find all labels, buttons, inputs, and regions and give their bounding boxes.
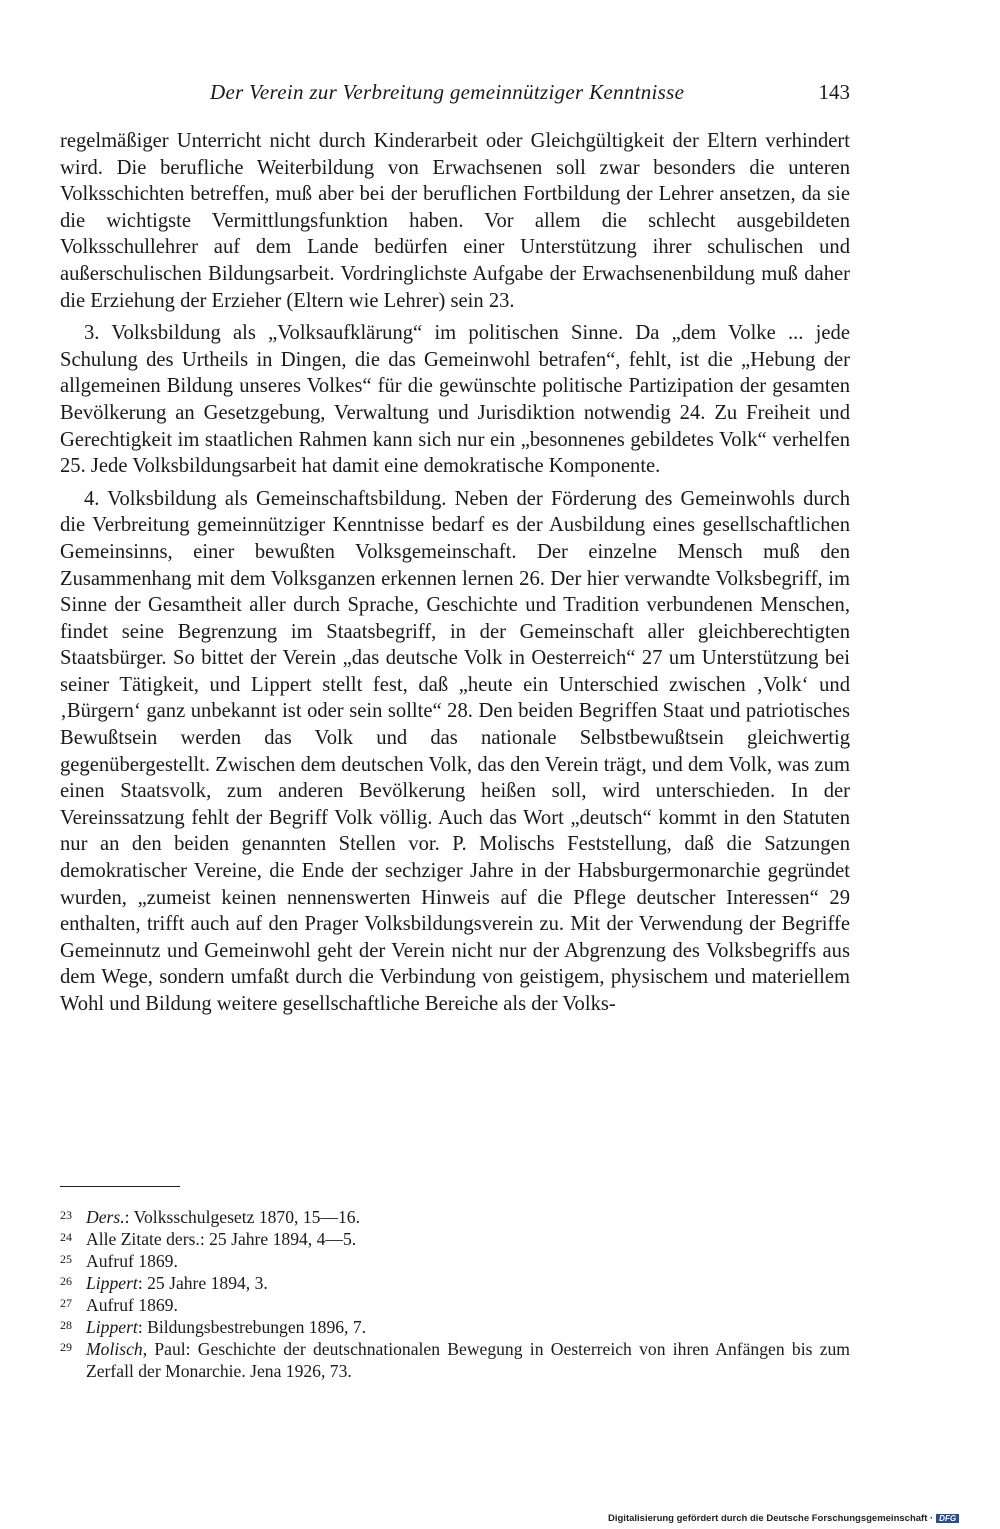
footnote-text: [86, 1316, 850, 1338]
footnote-text: [86, 1272, 850, 1294]
footnote-body: : Volksschulgesetz 1870, 15—16.: [124, 1207, 361, 1227]
footnote-body: Aufruf 1869.: [86, 1295, 178, 1315]
footnote-number: 26: [60, 1274, 72, 1288]
main-text: [60, 128, 850, 1018]
footnote-text: [86, 1228, 850, 1250]
footnote-number: 28: [60, 1318, 72, 1332]
footnote-author: Lippert: [86, 1317, 138, 1337]
footnote-author: Molisch: [86, 1339, 143, 1359]
dfg-logo: DFG: [936, 1514, 959, 1523]
running-header: [60, 80, 850, 114]
paragraph-3: 4. Volksbildung als Gemeinschaftsbildung. Neben der Förderung des Gemeinwohls durch die Verbreitung gemeinnütziger Kenntnisse bedarf es der Ausbildung eines gesellschaftlichen Gemeinsinns, einer bewußten Volksgemeinschaft. Der einzelne Mensch muß den Zusammenhang mit dem Volksganzen erkennen lernen 26. Der hier verwandte Volksbegriff, im Sinne der Gesamtheit aller durch Sprache, Geschichte und Tradition verbundenen Menschen, findet seine Begrenzung im Staatsbegriff, in der Gemeinschaft aller gleichberechtigten Staatsbürger. So bittet der Verein „das deutsche Volk in Oesterreich“ 27 um Unterstützung bei seiner Tätigkeit, und Lippert stellt fest, daß „heute ein Unterschied zwischen ‚Volk‘ und ‚Bürgern‘ ganz unbekannt ist oder sein sollte“ 28. Den beiden Begriffen Staat und patriotisches Bewußtsein werden das Volk und das nationale Selbstbewußtsein gleichwertig gegenübergestellt. Zwischen dem deutschen Volk, das den Verein trägt, und dem Volk, was zum einen Staatsvolk, zum anderen Bevölkerung heißen soll, wird unterschieden. In der Vereinssatzung fehlt der Begriff Volk völlig. Auch das Wort „deutsch“ kommt in den Statuten nur an den beiden genannten Stellen vor. P. Molischs Feststellung, daß die Satzungen demokratischer Vereine, die Ende der sechziger Jahre in der Habsburgermonarchie gegründet wurden, „zumeist keinen nennenswerten Hinweis auf die Pflege deutscher Interessen“ 29 enthalten, trifft auch auf den Prager Volksbildungsverein zu. Mit der Verwendung der Begriffe Gemeinnutz und Gemeinwohl geht der Verein nicht nur der Abgrenzung des Volksbegriffs aus dem Wege, sondern umfaßt durch die Verbindung von geistigem, physischem und materiellem Wohl und Bildung weitere gesellschaftliche Bereiche als der Volks-: [60, 487, 850, 1015]
running-title: Der Verein zur Verbreitung gemeinnütziger Kenntnisse: [210, 80, 685, 104]
footnote-body: : Bildungsbestrebungen 1896, 7.: [137, 1317, 367, 1337]
footnote-author: Lippert: [86, 1273, 138, 1293]
footnote-25: [60, 1250, 850, 1272]
footnote-text: [86, 1206, 850, 1228]
footnote-28: [60, 1316, 850, 1338]
footnote-27: [60, 1294, 850, 1316]
footnote-rule: [60, 1186, 180, 1187]
footnote-number: 27: [60, 1296, 72, 1310]
footnote-author: Ders.: [86, 1207, 125, 1227]
footnote-body: : 25 Jahre 1894, 3.: [137, 1273, 268, 1293]
footnote-number: 23: [60, 1208, 72, 1222]
footnote-number: 24: [60, 1230, 72, 1244]
footnote-body: , Paul: Geschichte der deutschnationalen Bewegung in Oesterreich von ihren Anfängen bis zum Zerfall der Monarchie. Jena 1926, 73.: [86, 1339, 850, 1381]
footnote-29: [60, 1338, 850, 1382]
footnote-number: 25: [60, 1252, 72, 1266]
footnotes: [60, 1206, 850, 1382]
footnote-23: [60, 1206, 850, 1228]
footnote-26: [60, 1272, 850, 1294]
digitization-credit: [608, 1513, 959, 1524]
footnote-24: [60, 1228, 850, 1250]
footnote-text: [86, 1294, 850, 1316]
footnote-number: 29: [60, 1340, 72, 1354]
credit-text: Digitalisierung gefördert durch die Deutsche Forschungsgemeinschaft ·: [608, 1513, 934, 1524]
footnote-text: [86, 1338, 850, 1382]
footnote-body: Alle Zitate ders.: 25 Jahre 1894, 4—5.: [86, 1229, 357, 1249]
paragraph-1: regelmäßiger Unterricht nicht durch Kinderarbeit oder Gleichgültigkeit der Eltern verhindert wird. Die berufliche Weiterbildung von Erwachsenen soll zwar besonders die unteren Volksschichten betreffen, muß aber bei der beruflichen Fortbildung der Lehrer ansetzen, da sie die wichtigste Vermittlungsfunktion haben. Vor allem die schlecht ausgebildeten Volksschullehrer auf dem Lande bedürfen einer Unterstützung ihrer schulischen und außerschulischen Bildungsarbeit. Vordringlichste Aufgabe der Erwachsenenbildung muß daher die Erziehung der Erzieher (Eltern wie Lehrer) sein 23.: [60, 130, 850, 312]
footnote-body: Aufruf 1869.: [86, 1251, 178, 1271]
page-number: 143: [818, 80, 850, 104]
paragraph-2: 3. Volksbildung als „Volksaufklärung“ im politischen Sinne. Da „dem Volke ... jede Schulung des Urtheils in Dingen, die das Gemeinwohl betrafen“, fehlt, ist die „Hebung der allgemeinen Bildung unseres Volkes“ für die gewünschte politische Partizipation der gesamten Bevölkerung an Gesetzgebung, Verwaltung und Jurisdiktion notwendig 24. Zu Freiheit und Gerechtigkeit im staatlichen Rahmen kann sich nur ein „besonnenes gebildetes Volk“ verhelfen 25. Jede Volksbildungsarbeit hat damit eine demokratische Komponente.: [60, 322, 850, 478]
footnote-text: [86, 1250, 850, 1272]
